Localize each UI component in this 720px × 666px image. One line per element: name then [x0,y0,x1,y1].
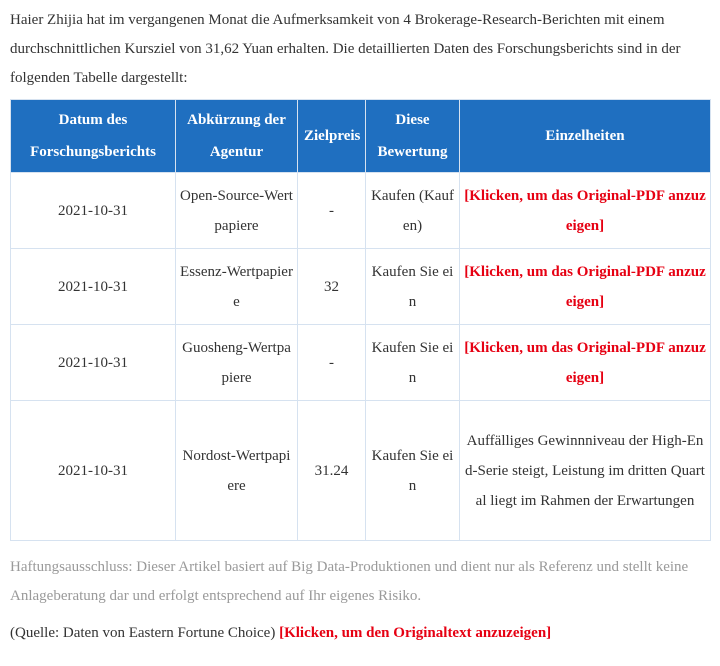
cell-details: Auffälliges Gewinnniveau der High-End-Serie steigt, Leistung im dritten Quartal liegt im Rahmen der Erwartungen [460,401,711,541]
cell-agency: Open-Source-Wertpapiere [176,173,298,249]
cell-date: 2021-10-31 [11,173,176,249]
source-line [10,619,710,648]
cell-details [460,249,711,325]
cell-target-price: - [298,325,366,401]
header-target-price: Zielpreis [298,100,366,173]
cell-rating: Kaufen Sie ein [366,249,460,325]
table-row [11,249,711,325]
cell-agency: Nordost-Wertpapiere [176,401,298,541]
cell-agency: Essenz-Wertpapiere [176,249,298,325]
header-agency: Abkürzung der Agentur [176,100,298,173]
table-row [11,325,711,401]
table-row [11,401,711,541]
cell-details [460,173,711,249]
disclaimer: Haftungsausschluss: Dieser Artikel basiert auf Big Data-Produktionen und dient nur als Referenz und stellt keine Anlageberatung dar und erfolgt entsprechend auf Ihr eigenes Risiko. [10,559,689,604]
header-details: Einzelheiten [460,100,711,173]
source-label: (Quelle: Daten von Eastern Fortune Choice) [10,625,276,641]
view-pdf-link[interactable]: [Klicken, um das Original-PDF anzuzeigen] [464,339,706,386]
cell-rating: Kaufen Sie ein [366,401,460,541]
cell-target-price: 31.24 [298,401,366,541]
cell-agency: Guosheng-Wertpapiere [176,325,298,401]
cell-target-price: 32 [298,249,366,325]
view-original-link[interactable]: [Klicken, um den Originaltext anzuzeigen] [279,625,552,641]
cell-details [460,325,711,401]
cell-rating: Kaufen (Kaufen) [366,173,460,249]
cell-rating: Kaufen Sie ein [366,325,460,401]
cell-date: 2021-10-31 [11,325,176,401]
research-report-table [10,99,711,541]
cell-target-price: - [298,173,366,249]
header-rating: Diese Bewertung [366,100,460,173]
view-pdf-link[interactable]: [Klicken, um das Original-PDF anzuzeigen] [464,187,706,234]
intro-paragraph: Haier Zhijia hat im vergangenen Monat die Aufmerksamkeit von 4 Brokerage-Research-Berichten mit einem durchschnittlichen Kursziel von 31,62 Yuan erhalten. Die detaillierten Daten des Forschungsberichts sind in der folgenden Tabelle dargestellt: [10,12,681,86]
view-pdf-link[interactable]: [Klicken, um das Original-PDF anzuzeigen] [464,263,706,310]
cell-date: 2021-10-31 [11,249,176,325]
header-date: Datum des Forschungsberichts [11,100,176,173]
table-header-row [11,100,711,173]
cell-date: 2021-10-31 [11,401,176,541]
table-row [11,173,711,249]
